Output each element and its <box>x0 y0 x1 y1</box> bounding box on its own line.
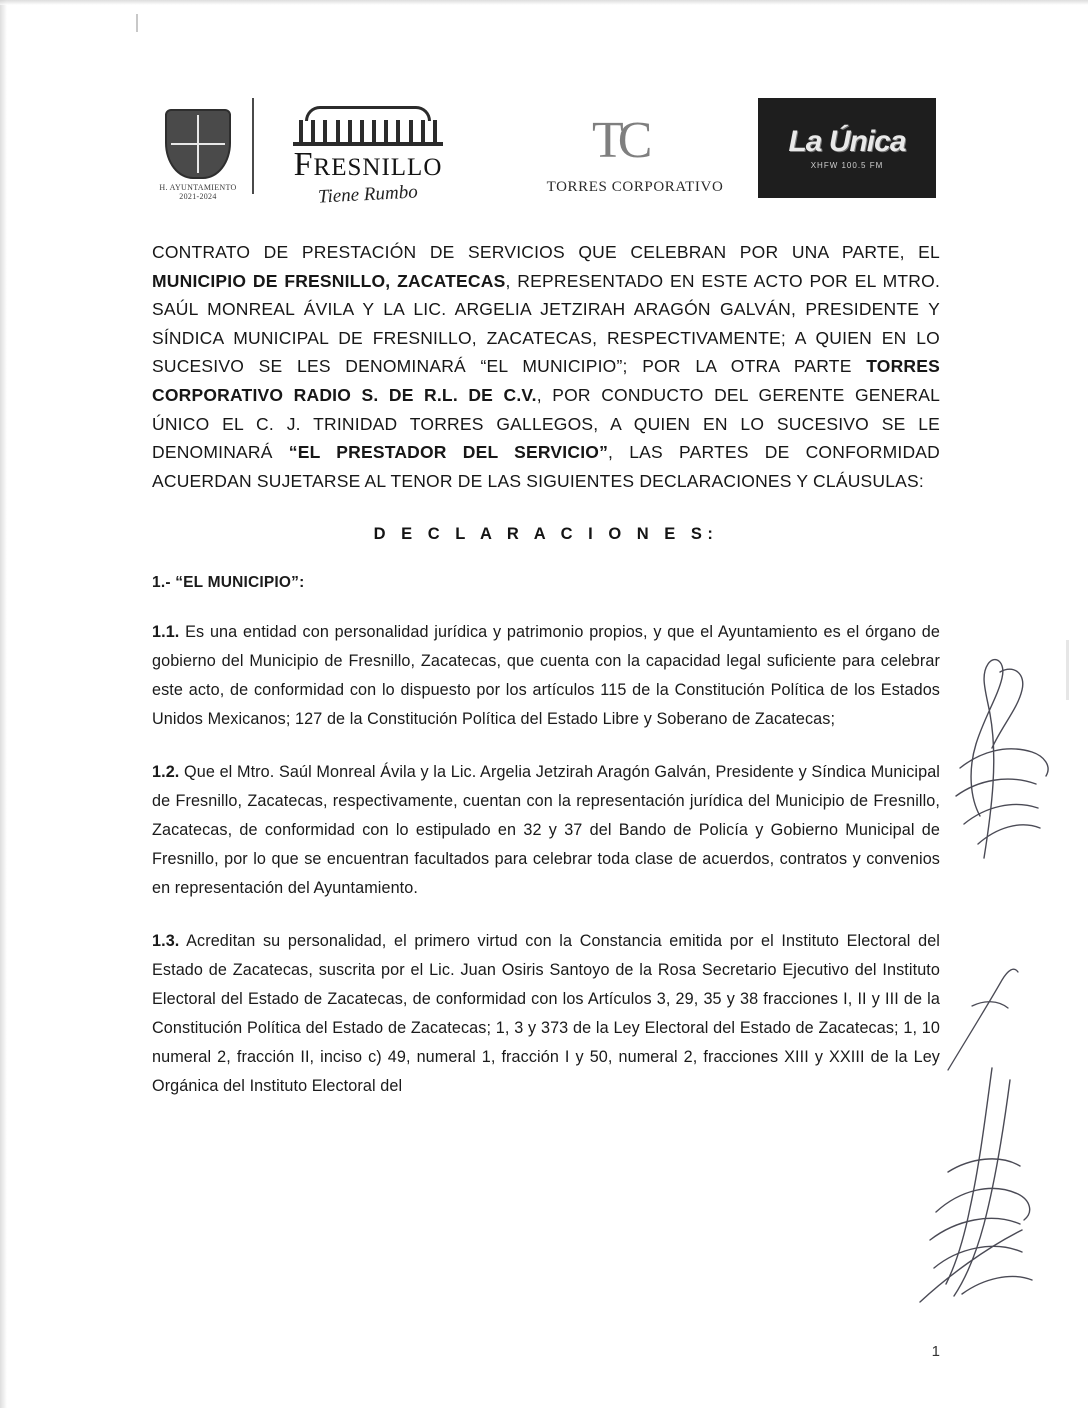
clause-1-1 <box>152 618 940 734</box>
clause-number: 1.2. <box>152 763 180 782</box>
shield-icon <box>165 109 231 179</box>
crest-caption <box>159 183 236 201</box>
torres-corporativo-name: TORRES CORPORATIVO <box>546 178 724 195</box>
signature-scribble-top <box>940 648 1060 868</box>
crest-caption-line1: H. AYUNTAMIENTO <box>159 182 237 192</box>
torres-monogram-icon: TC <box>592 111 647 169</box>
fresnillo-wordmark-rest: RESNILLO <box>313 154 443 181</box>
section-heading-municipio: 1.- “EL MUNICIPIO”: <box>152 574 305 592</box>
scan-speck <box>1066 640 1069 700</box>
la-unica-wordmark: La Única <box>788 124 906 158</box>
preamble-run-5: “EL PRESTADOR DEL SERVICIO” <box>288 442 609 463</box>
la-unica-radio-logo <box>758 98 936 198</box>
fresnillo-tagline: Tiene Rumbo <box>317 181 419 208</box>
clause-text: Que el Mtro. Saúl Monreal Ávila y la Lic. Argelia Jetzirah Aragón Galván, Presidente y Síndica Municipal de Fresnillo, Zacatecas, respectivamente, cuentan con la representación jurídica del Municipio de Fresnillo, Zacatecas, de conformidad con lo estipulado en 32 y 37 del Bando de Policía y Gobierno Municipal de Fresnillo, por lo que se encuentran facultados para celebrar toda clase de acuerdos, contratos y convenios en representación del Ayuntamiento. <box>152 763 940 898</box>
clause-text: Acreditan su personalidad, el primero virtud con la Constancia emitida por el Instituto Electoral del Estado de Zacatecas, suscrita por el Lic. Juan Osiris Santoyo de la Rosa Secretario Ejecutivo del Instituto Electoral del Estado de Zacatecas, de conformidad con los Artículos 3, 29, 35 y 38 fracciones I, II y III de la Constitución Política del Estado de Zacatecas; 1, 3 y 373 de la Ley Electoral del Estado de Zacatecas; 1, 10 numeral 2, fracción II, inciso c) 49, numeral 1, fracción I y 50, numeral 2, fracciones XIII y XXIII de la Ley Orgánica del Instituto Electoral del <box>152 932 940 1096</box>
scan-speck <box>136 14 138 32</box>
la-unica-logo-box <box>758 98 936 198</box>
clause-text: Es una entidad con personalidad jurídica y patrimonio propios, y que el Ayuntamiento es el órgano de gobierno del Municipio de Fresnillo, Zacatecas, que cuenta con la capacidad legal suficiente para celebrar este acto, de conformidad con lo dispuesto por los artículos 115 de la Constitución Política de los Estados Unidos Mexicanos; 127 de la Constitución Política del Estado Libre y Soberano de Zacatecas; <box>152 623 940 729</box>
signature-scribble-middle <box>932 960 1042 1080</box>
clause-1-3 <box>152 927 940 1101</box>
letterhead <box>0 90 1088 220</box>
clause-1-2 <box>152 758 940 903</box>
building-icon <box>293 102 443 146</box>
la-unica-subtitle: XHFW 100.5 FM <box>810 160 884 170</box>
fresnillo-wordmark <box>294 148 443 182</box>
declarations-title: D E C L A R A C I O N E S: <box>373 525 719 544</box>
preamble-run-3: TORRES CORPORATIVO RADIO S. DE R.L. DE C.V. <box>152 356 940 405</box>
scan-edge-top <box>0 0 1088 5</box>
preamble-run-4: , POR CONDUCTO DEL GERENTE GENERAL ÚNICO EL C. J. TRINIDAD TORRES GALLEGOS, A QUIEN EN LO SUCESIVO SE LE DENOMINARÁ <box>152 384 940 463</box>
page-number: 1 <box>931 1343 940 1360</box>
fresnillo-logo <box>268 90 468 218</box>
fresnillo-wordmark-lead: F <box>293 146 314 183</box>
clause-number: 1.1. <box>152 623 180 642</box>
document-body <box>152 238 940 1125</box>
crest-caption-line2: 2021-2024 <box>179 192 217 201</box>
clause-number: 1.3. <box>152 932 180 951</box>
preamble-run-6: , LAS PARTES DE CONFORMIDAD ACUERDAN SUJETARSE AL TENOR DE LAS SIGUIENTES DECLARACIONES Y CLÁUSULAS: <box>152 442 941 491</box>
municipio-crest-logo <box>152 95 244 215</box>
clause-list <box>152 618 940 1101</box>
preamble-run-2: , REPRESENTADO EN ESTE ACTO POR EL MTRO. SAÚL MONREAL ÁVILA Y LA LIC. ARGELIA JETZIRAH ARAGÓN GALVÁN, PRESIDENTE Y SÍNDICA MUNICIPAL DE FRESNILLO, ZACATECAS, RESPECTIVAMENTE; A QUIEN EN LO SUCESIVO SE LES DENOMINARÁ “EL MUNICIPIO”; POR LA OTRA PARTE <box>152 270 941 377</box>
letterhead-divider <box>252 98 254 194</box>
torres-corporativo-logo <box>520 100 750 210</box>
preamble-run-0: CONTRATO DE PRESTACIÓN DE SERVICIOS QUE CELEBRAN POR UNA PARTE, EL <box>152 242 940 262</box>
preamble-run-1: MUNICIPIO DE FRESNILLO, ZACATECAS <box>152 270 506 291</box>
contract-preamble <box>152 238 940 495</box>
